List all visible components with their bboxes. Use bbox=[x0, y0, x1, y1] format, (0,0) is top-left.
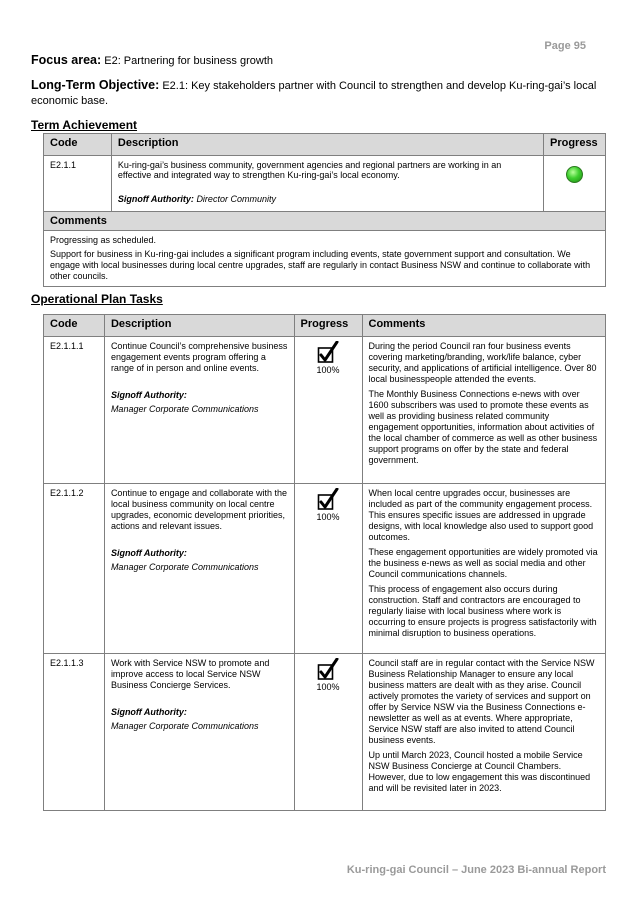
term-description-cell bbox=[111, 156, 543, 212]
term-comments-header: Comments bbox=[44, 212, 606, 231]
task-comment: During the period Council ran four business events covering marketing/branding, work/life balance, cyber security, and applications of artificial intelligence. Over 80 local businesspeople attended the events. bbox=[368, 341, 597, 384]
ops-header-code: Code bbox=[44, 315, 105, 337]
term-description: Ku-ring-gai’s business community, government agencies and regional partners are working in an effective and integrated way to strengthen Ku-ring-gai’s local economy. bbox=[117, 160, 502, 180]
table-row bbox=[44, 337, 606, 484]
task-description: Work with Service NSW to promote and improve access to local Service NSW Business Concierge Services. bbox=[110, 658, 270, 690]
term-header-description: Description bbox=[111, 134, 543, 156]
long-term-objective bbox=[31, 78, 601, 109]
task-signoff bbox=[111, 390, 288, 415]
task-comments-cell bbox=[362, 484, 605, 654]
term-comments-cell bbox=[44, 231, 606, 287]
task-comment: When local centre upgrades occur, businesses are included as part of the community engagement process. This ensures specific issues are addressed in upgrade designs, with local knowledge also used to support good outcomes. bbox=[368, 488, 594, 542]
task-code: E2.1.1.1 bbox=[44, 337, 105, 484]
term-achievement-heading: Term Achievement bbox=[31, 118, 138, 132]
task-description-cell bbox=[104, 337, 294, 484]
task-comments-cell bbox=[362, 654, 605, 811]
task-signoff-value: Manager Corporate Communications bbox=[110, 404, 259, 414]
term-header-code: Code bbox=[44, 134, 112, 156]
term-progress-cell bbox=[543, 156, 605, 212]
report-footer: Ku-ring-gai Council – June 2023 Bi-annual Report bbox=[346, 864, 606, 876]
green-status-icon bbox=[566, 166, 583, 183]
table-row bbox=[44, 156, 606, 212]
task-comment: The Monthly Business Connections e-news with over 1600 subscribers was used to promote these events as well as providing business related community engagement opportunities, information about activities of the local chamber of commerce as well as other business support programs on offer by the state and federal government. bbox=[368, 389, 598, 465]
term-header-progress: Progress bbox=[543, 134, 605, 156]
task-signoff-value: Manager Corporate Communications bbox=[110, 721, 259, 731]
table-row bbox=[44, 654, 606, 811]
term-achievement-table bbox=[43, 133, 606, 287]
task-description-cell bbox=[104, 484, 294, 654]
task-comment: Up until March 2023, Council hosted a mobile Service NSW Business Concierge at Council Chambers. However, due to low engagement this was discontinued and will be revisited later in 2023. bbox=[368, 750, 591, 793]
ops-header-comments: Comments bbox=[362, 315, 605, 337]
task-progress-value: 100% bbox=[316, 365, 340, 375]
page-number: Page 95 bbox=[544, 40, 586, 52]
task-description: Continue Council’s comprehensive business engagement events program offering a range of in person and online events. bbox=[110, 341, 288, 373]
task-progress-value: 100% bbox=[316, 682, 340, 692]
task-signoff-label: Signoff Authority: bbox=[110, 548, 187, 558]
task-code: E2.1.1.3 bbox=[44, 654, 105, 811]
term-code: E2.1.1 bbox=[44, 156, 112, 212]
task-signoff-label: Signoff Authority: bbox=[110, 390, 187, 400]
focus-area-value: E2: Partnering for business growth bbox=[104, 55, 273, 67]
checkbox-checked-icon bbox=[317, 658, 339, 682]
task-signoff bbox=[111, 548, 288, 573]
term-comment-1: Progressing as scheduled. bbox=[50, 235, 157, 245]
ops-header-progress: Progress bbox=[294, 315, 362, 337]
focus-area-label: Focus area: bbox=[31, 53, 102, 67]
term-signoff-label: Signoff Authority: bbox=[117, 194, 194, 204]
task-comment: This process of engagement also occurs during construction. Staff and contractors are encouraged to regularly liaise with local business where work is occurring to ensure projects is progress satisfactorily with minimal disruption to business operations. bbox=[368, 584, 597, 638]
ops-header-description: Description bbox=[104, 315, 294, 337]
term-comment-2: Support for business in Ku-ring-gai includes a significant program including events, state government support and consultation. We engage with local businesses during local centre upgrades, staff are regularly in contact Business NSW and continue to collaborate with other councils. bbox=[50, 249, 591, 281]
operational-plan-heading: Operational Plan Tasks bbox=[31, 292, 163, 306]
table-row bbox=[44, 484, 606, 654]
term-signoff bbox=[118, 194, 537, 204]
task-description-cell bbox=[104, 654, 294, 811]
objective-label: Long-Term Objective: bbox=[31, 78, 160, 92]
task-signoff-label: Signoff Authority: bbox=[110, 707, 187, 717]
focus-area bbox=[31, 53, 273, 67]
task-signoff bbox=[111, 707, 288, 732]
term-signoff-value: Director Community bbox=[196, 194, 276, 204]
task-progress-cell bbox=[294, 337, 362, 484]
task-progress-value: 100% bbox=[316, 512, 340, 522]
task-signoff-value: Manager Corporate Communications bbox=[110, 562, 259, 572]
checkbox-checked-icon bbox=[317, 341, 339, 365]
task-progress-cell bbox=[294, 654, 362, 811]
checkbox-checked-icon bbox=[317, 488, 339, 512]
task-code: E2.1.1.2 bbox=[44, 484, 105, 654]
task-comment: These engagement opportunities are widely promoted via the business e-news as well as social media and other Council communications channels. bbox=[368, 547, 598, 579]
task-comments-cell bbox=[362, 337, 605, 484]
operational-plan-table bbox=[43, 314, 606, 811]
task-comment: Council staff are in regular contact with the Service NSW Business Relationship Manager to ensure any local business matters are dealt with as they arise. Council actively promotes the variety of services and support on offer by Service NSW via the Business Connections e-newsletter as well as at events. Where appropriate, Service NSW staff are also invited to attend Council business events. bbox=[368, 658, 595, 745]
task-progress-cell bbox=[294, 484, 362, 654]
task-description: Continue to engage and collaborate with the local business community on local centre upgrades, economic development priorities, actions and relevant issues. bbox=[110, 488, 288, 531]
objective-value: E2.1: Key stakeholders partner with Council to strengthen and develop Ku-ring-gai’s local economic base. bbox=[31, 80, 597, 107]
